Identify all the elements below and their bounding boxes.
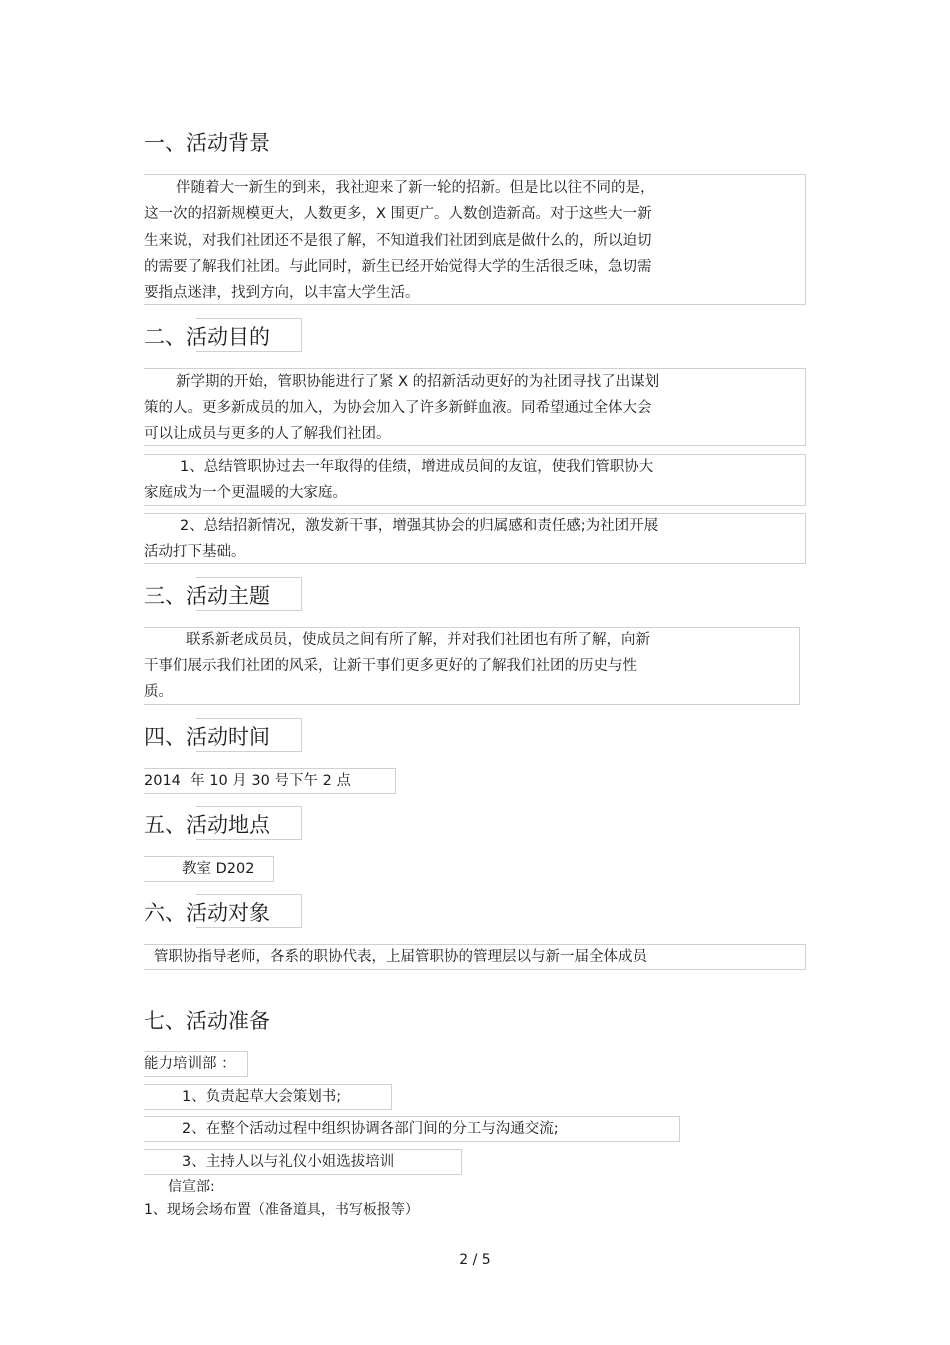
heading-frame bbox=[196, 718, 302, 752]
paragraph-line: 生来说，对我们社团还不是很了解，不知道我们社团到底是做什么的，所以迫切 bbox=[144, 233, 652, 249]
page-number: 2 / 5 bbox=[459, 1252, 491, 1268]
activity-time: 2014 年 10 月 30 号下午 2 点 bbox=[144, 773, 351, 789]
list-item: 活动打下基础。 bbox=[144, 544, 246, 560]
activity-audience: 管职协指导老师，各系的职协代表，上届管职协的管理层以与新一届全体成员 bbox=[154, 949, 647, 965]
section-heading-audience: 六、活动对象 bbox=[144, 901, 270, 925]
paragraph-line: 的需要了解我们社团。与此同时，新生已经开始觉得大学的生活很乏味，急切需 bbox=[144, 259, 652, 275]
paragraph-line: 要指点迷津，找到方向，以丰富大学生活。 bbox=[144, 285, 420, 301]
paragraph-line: 可以让成员与更多的人了解我们社团。 bbox=[144, 426, 391, 442]
paragraph-line: 干事们展示我们社团的风采，让新干事们更多更好的了解我们社团的历史与性 bbox=[144, 658, 637, 674]
paragraph-line: 伴随着大一新生的到来，我社迎来了新一轮的招新。但是比以往不同的是， bbox=[176, 180, 655, 196]
paragraph-line: 这一次的招新规模更大，人数更多，X 围更广。人数创造新高。对于这些大一新 bbox=[144, 206, 652, 222]
section-heading-purpose: 二、活动目的 bbox=[144, 325, 270, 349]
section-heading-background: 一、活动背景 bbox=[144, 131, 270, 155]
list-item: 家庭成为一个更温暖的大家庭。 bbox=[144, 485, 347, 501]
heading-frame bbox=[196, 894, 302, 928]
section-heading-location: 五、活动地点 bbox=[144, 813, 270, 837]
section-heading-theme: 三、活动主题 bbox=[144, 584, 270, 608]
section-heading-time: 四、活动时间 bbox=[144, 725, 270, 749]
heading-frame bbox=[196, 806, 302, 840]
list-item: 2、总结招新情况，激发新干事，增强其协会的归属感和责任感;为社团开展 bbox=[180, 518, 659, 534]
list-item: 1、负责起草大会策划书; bbox=[182, 1089, 342, 1105]
paragraph-line: 联系新老成员员，使成员之间有所了解，并对我们社团也有所了解，向新 bbox=[186, 632, 650, 648]
activity-location: 教室 D202 bbox=[182, 861, 255, 877]
paragraph-line: 策的人。更多新成员的加入，为协会加入了许多新鲜血液。同希望通过全体大会 bbox=[144, 400, 652, 416]
list-item: 2、在整个活动过程中组织协调各部门间的分工与沟通交流; bbox=[182, 1121, 559, 1137]
paragraph-line: 质。 bbox=[144, 684, 173, 700]
list-item: 1、总结管职协过去一年取得的佳绩，增进成员间的友谊，使我们管职协大 bbox=[180, 459, 654, 475]
list-item: 3、主持人以与礼仪小姐选拔培训 bbox=[182, 1154, 395, 1170]
heading-frame bbox=[196, 577, 302, 611]
heading-frame bbox=[196, 318, 302, 352]
department-publicity: 信宣部: bbox=[168, 1179, 215, 1195]
section-heading-preparation: 七、活动准备 bbox=[144, 1009, 270, 1033]
department-training: 能力培训部 ： bbox=[144, 1056, 236, 1072]
paragraph-line: 新学期的开始，管职协能进行了紧 X 的招新活动更好的为社团寻找了出谋划 bbox=[176, 374, 660, 390]
list-item: 1、现场会场布置（准备道具，书写板报等） bbox=[144, 1202, 419, 1218]
